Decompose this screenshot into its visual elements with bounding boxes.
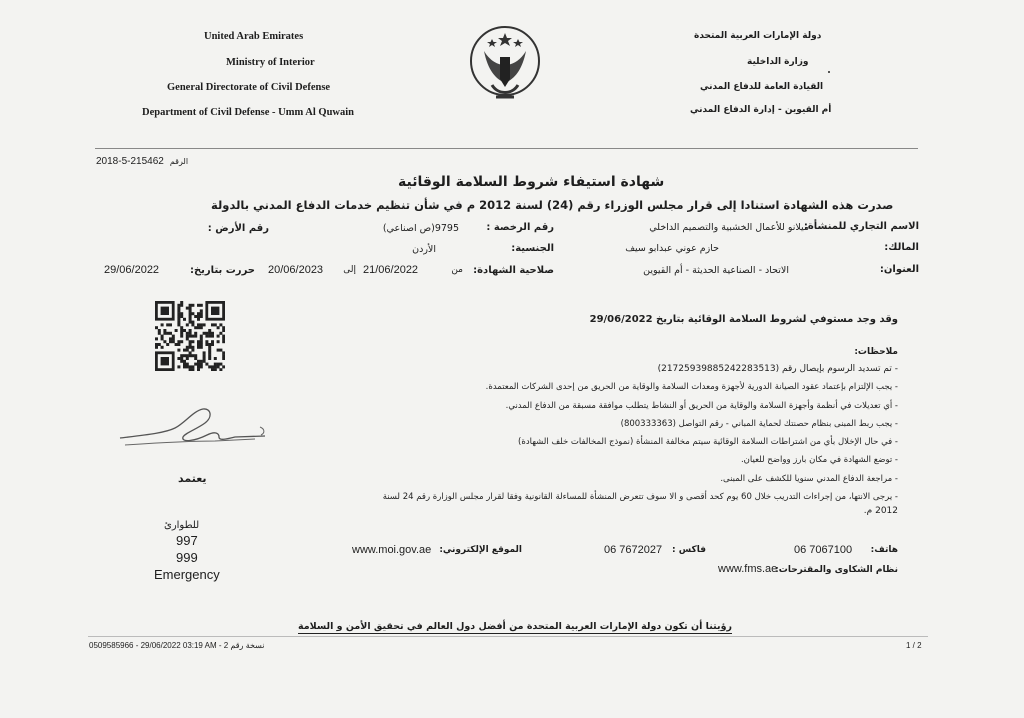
fax-label: فاكس :	[672, 545, 706, 555]
header-en-line1: United Arab Emirates	[204, 31, 304, 42]
owner-value: حازم عوني عبدابو سيف	[625, 243, 719, 254]
note-item: - تم تسديد الرسوم بإيصال رقم (2172593988524228351​3)	[657, 364, 898, 374]
notes-heading: ملاحظات:	[854, 347, 898, 357]
address-value: الاتحاد - الصناعية الحديثة - أم القيوين	[643, 265, 789, 276]
validity-label: صلاحية الشهادة:	[473, 265, 554, 276]
qr-code	[155, 301, 225, 371]
emergency-word: Emergency	[154, 567, 220, 582]
license-label: رقم الرخصة :	[486, 222, 554, 233]
website-link[interactable]: www.moi.gov.ae	[352, 544, 432, 556]
trade-name-value: ميلانو للأعمال الخشبية والتصميم الداخلي	[649, 222, 809, 233]
land-number-label: رقم الأرض :	[207, 223, 269, 234]
reference-number: 2018-5-215462 الرقم	[96, 156, 189, 167]
header-ar-line3: القيادة العامة للدفاع المدني	[700, 82, 824, 92]
header-en-line2: Ministry of Interior	[226, 57, 315, 68]
license-value: 9795(ص اصناعي)	[382, 223, 459, 234]
certificate-title: شهادة استيفاء شروط السلامة الوقائية	[398, 174, 665, 190]
certificate-subtitle: صدرت هذه الشهادة استنادا إلى قرار مجلس الوزراء رقم (24) لسنة 2012 م في شأن تنظيم خدمات الدفاع المدني بالدولة	[211, 198, 894, 212]
trade-name-label: الاسم التجاري للمنشأة:	[803, 221, 919, 232]
issued-date: 29/06/2022	[104, 264, 160, 276]
note-item: - مراجعة الدفاع المدني سنويا للكشف على المبنى.	[720, 474, 898, 484]
validity-from-word: من	[451, 265, 463, 275]
fax-value: 06 7672027	[604, 544, 663, 556]
page-number: 1 / 2	[906, 641, 922, 650]
header-ar-line2: وزارة الداخلية	[747, 57, 809, 67]
header-en-line3: General Directorate of Civil Defense	[167, 82, 331, 93]
note-item: 2012 م.	[863, 506, 898, 516]
footer-divider	[88, 636, 928, 637]
complaints-label: نظام الشكاوى والمقترحات:	[775, 565, 898, 575]
header-en-line4: Department of Civil Defense - Umm Al Quwain	[142, 107, 355, 118]
emergency-label: للطوارئ	[164, 520, 200, 531]
signature	[115, 403, 270, 458]
note-item: - يرجى الانتها، من إجراءات التدريب خلال 60 يوم كحد أقصى و الا سوف تتعرض المنشأة للمساءلة القانونية وفقا لقرار مجلس الوزارة رقم 24 لسنة	[382, 492, 898, 502]
address-label: العنوان:	[879, 264, 919, 275]
emergency-number-997: 997	[176, 533, 198, 548]
validity-to-word: إلى	[343, 265, 356, 275]
website-label: الموقع الإلكتروني:	[439, 545, 522, 555]
nationality-value: الأردن	[412, 244, 436, 255]
footer-print-info: 0509585966 - 29/06/2022 03:19 AM - 2 نسخة رقم	[89, 641, 265, 650]
validity-from-date: 21/06/2022	[363, 264, 419, 276]
validity-to-date: 20/06/2023	[268, 264, 324, 276]
vision-statement: رؤيتنا أن تكون دولة الإمارات العربية المتحدة من أفضل دول العالم في تحقيق الأمن و السلامة	[298, 621, 732, 632]
complaints-link[interactable]: www.fms.ae	[718, 563, 778, 575]
phone-label: هاتف:	[870, 545, 898, 555]
note-item: - في حال الإخلال بأي من اشتراطات السلامة الوقائية سيتم مخالفة المنشأة (نموذج المخالفات خلف الشهادة)	[518, 437, 898, 447]
note-item: - توضع الشهادة في مكان بارز وواضح للعيان.	[740, 455, 898, 465]
header-ar-line1: دولة الإمارات العربية المتحدة	[694, 31, 822, 41]
phone-value: 06 7067100	[794, 544, 853, 556]
nationality-label: الجنسية:	[511, 243, 554, 254]
issued-label: حررت بتاريخ:	[189, 265, 255, 276]
uae-emblem-icon	[466, 21, 544, 111]
note-item: - يجب ربط المبنى بنظام حصنتك لحماية المباني - رقم التواصل (800333363)	[620, 419, 898, 429]
approved-label: يعتمد	[178, 472, 207, 485]
header-divider	[95, 148, 918, 149]
note-item: - أي تعديلات في أنظمة وأجهزة السلامة والوقاية من الحريق أو النشاط يتطلب موافقة مسبقة من الدفاع المدني.	[505, 401, 898, 411]
compliance-statement: وقد وجد مستوفي لشروط السلامة الوقائية بتاريخ 29/06/2022	[589, 314, 898, 325]
owner-label: المالك:	[884, 242, 919, 253]
header-ar-line4: أم القيوين - إدارة الدفاع المدني	[690, 105, 832, 115]
emergency-number-999: 999	[176, 550, 198, 565]
note-item: - يجب الإلتزام بإعتماد عقود الصيانة الدورية لأجهزة ومعدات السلامة والوقاية من الحريق من إحدى الشركات المعتمدة.	[485, 382, 898, 392]
speck	[828, 71, 830, 73]
